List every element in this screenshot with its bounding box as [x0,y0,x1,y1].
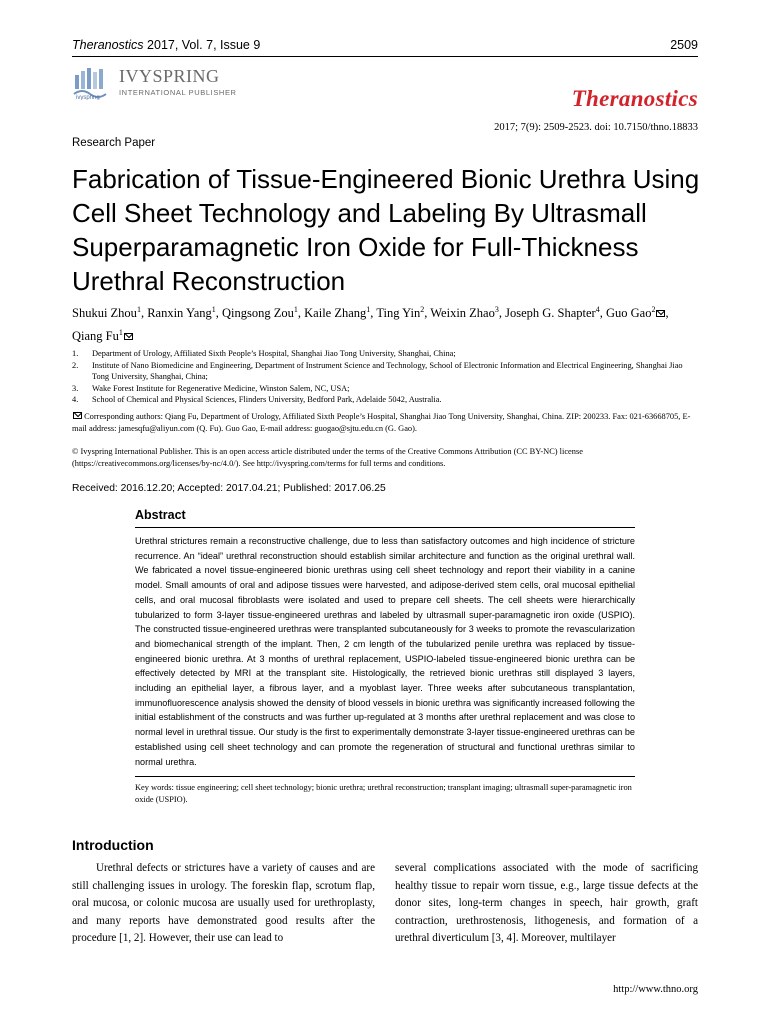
author: Qingsong Zou$^1$, [222,305,305,321]
running-header [72,38,260,52]
author: Weixin Zhao$^3$, [430,305,506,321]
publication-dates: Received: 2016.12.20; Accepted: 2017.04.21; Published: 2017.06.25 [72,483,386,494]
paper-type: Research Paper [72,137,156,149]
citation: 2017; 7(9): 2509-2523. doi: 10.7150/thno.18833 [494,122,698,133]
abstract-text: Urethral strictures remain a reconstructive challenge, due to less than satisfactory outcomes and high incidence of stricture recurrence. An “ideal” urethral reconstruction should establish similar architecture and function as the original urethral wall. We fabricated a novel tissue-engineered bionic urethras using cell sheet technology and report their viability in a canine model. Small amounts of oral and adipose tissues were harvested, and adipose-derived stem cells, oral mucosal epithelial cells, and oral mucosal fibroblasts were isolated and used to prepare cell sheets. The cell sheets were hierarchically tubularized to form 3-layer tissue-engineered urethras and labeled by ultrasmall super-paramagnetic iron oxide (USPIO). The constructed tissue-engineered urethras were transplanted subcutaneously for 3 weeks to promote the revascularization and biomechanical strength of the implant. Then, 2 cm length of the tubularized penile urethra was replaced by tissue-engineered bionic urethra. At 3 months of urethral replacement, USPIO-labeled tissue-engineered bionic urethra can be effectively detected by MRI at the transplant site. Histologically, the retrieved bionic urethras still displayed 3 layers, including an epithelial layer, a fibrous layer, and a myoblast layer. Three weeks after subcutaneous transplantation, immunofluorescence analysis showed the density of blood vessels in bionic urethra was significantly increased following the initial establishment of the constructs and was further up-regulated at 3 months after urethral replacement and was close to normal level in urethral tissue. Our study is the first to experimentally demonstrate 3-layer tissue-engineered urethras can be established using cell sheet technology and can promote the regeneration of structural and functional urethras similar to normal urethra. [135,536,635,767]
author: Ting Yin$^2$, [376,305,431,321]
author: Ranxin Yang$^1$, [147,305,223,321]
publisher-subtitle: INTERNATIONAL PUBLISHER [119,88,237,97]
paper-title: Fabrication of Tissue-Engineered Bionic Urethra Using Cell Sheet Technology and Labeling By Ultrasmall Superparamagnetic Iron Oxide for Full-Thickness Urethral Reconstruction [72,164,700,296]
keywords-divider [135,776,635,777]
abstract-box [135,508,635,806]
author: Kaile Zhang$^1$, [304,305,377,321]
corresponding-text: Corresponding authors: Qiang Fu, Department of Urology, Affiliated Sixth People’s Hospital, Shanghai Jiao Tong University, Shanghai, China. ZIP: 200233. Fax: 021-63668705, E-mail address: jamesqfu@aliyun.com (Q. Fu). Guo Gao, E-mail address: guogao@sjtu.edu.cn (G. Gao). [72,412,691,433]
envelope-icon [124,333,133,340]
ivy-leaf-icon [72,66,112,100]
author: Shukui Zhou$^1$, [72,305,148,321]
publisher-name: IVYSPRING [119,66,220,86]
body-column-right: several complications associated with the mode of sacrificing healthy tissue to repair worn tissue, e.g., large tissue defects at the donor sites, long-term changes in speech, hair growth, graft contraction, urethrostenosis, lithogenesis, and formation of a urethral diverticulum [3, 4]. Moreover, multilayer [395,862,698,945]
header-rule [72,56,698,57]
author: Joseph G. Shapter$^4$, [505,305,606,321]
license-statement: © Ivyspring International Publisher. This is an open access article distributed under the terms of the Creative Commons Attribution (CC BY-NC) license (https://creativecommons.org/licenses/by-nc/4.0/). See http://ivyspring.com/terms for full terms and conditions. [72,447,583,468]
affiliation-item: 1. Department of Urology, Affiliated Sixth People’s Hospital, Shanghai Jiao Tong University, Shanghai, China; [72,349,456,358]
keywords: Key words: tissue engineering; cell sheet technology; bionic urethra; urethral reconstruction; transplant imaging; ultrasmall super-paramagnetic iron oxide (USPIO). [135,783,632,805]
corresponding-authors [72,411,698,434]
affiliation-list [72,348,698,406]
journal-logo[interactable]: Theranostics [571,86,698,111]
author: Guo Gao$^2$ , [605,305,669,321]
body-column-left: Urethral defects or strictures have a variety of causes and are still challenging issues in urology. The foreskin flap, scrotum flap, oral mucosa, or colonic mucosa are usually used for urethroplasty, and many reports have demonstrated good results after the procedure [1, 2]. However, their use can lead to [72,862,375,945]
abstract-heading: Abstract [135,508,635,528]
envelope-icon [656,310,665,317]
envelope-icon [73,412,82,419]
introduction-heading: Introduction [72,837,154,853]
author: Qiang Fu$^1$ [72,329,133,343]
volume-issue: 2017, Vol. 7, Issue 9 [143,38,261,52]
affiliation-item: 4. School of Chemical and Physical Sciences, Flinders University, Bedford Park, Adelaide 5042, Australia. [72,395,442,405]
affiliation-item: 2. Institute of Nano Biomedicine and Engineering, Department of Instrument Science and Technology, School of Electronic Information and Electrical Engineering, Shanghai Jiao Tong University, Shanghai, China; [72,360,683,382]
affiliation-item: 3. Wake Forest Institute for Regenerative Medicine, Winston Salem, NC, USA; [72,383,350,393]
journal-name: Theranostics [72,38,144,52]
publisher-logo[interactable] [72,64,252,104]
author-list [72,300,698,346]
page-number: 2509 [670,38,698,52]
journal-url-link[interactable]: http://www.thno.org [613,984,698,995]
svg-text:ivyspring: ivyspring [76,95,100,100]
